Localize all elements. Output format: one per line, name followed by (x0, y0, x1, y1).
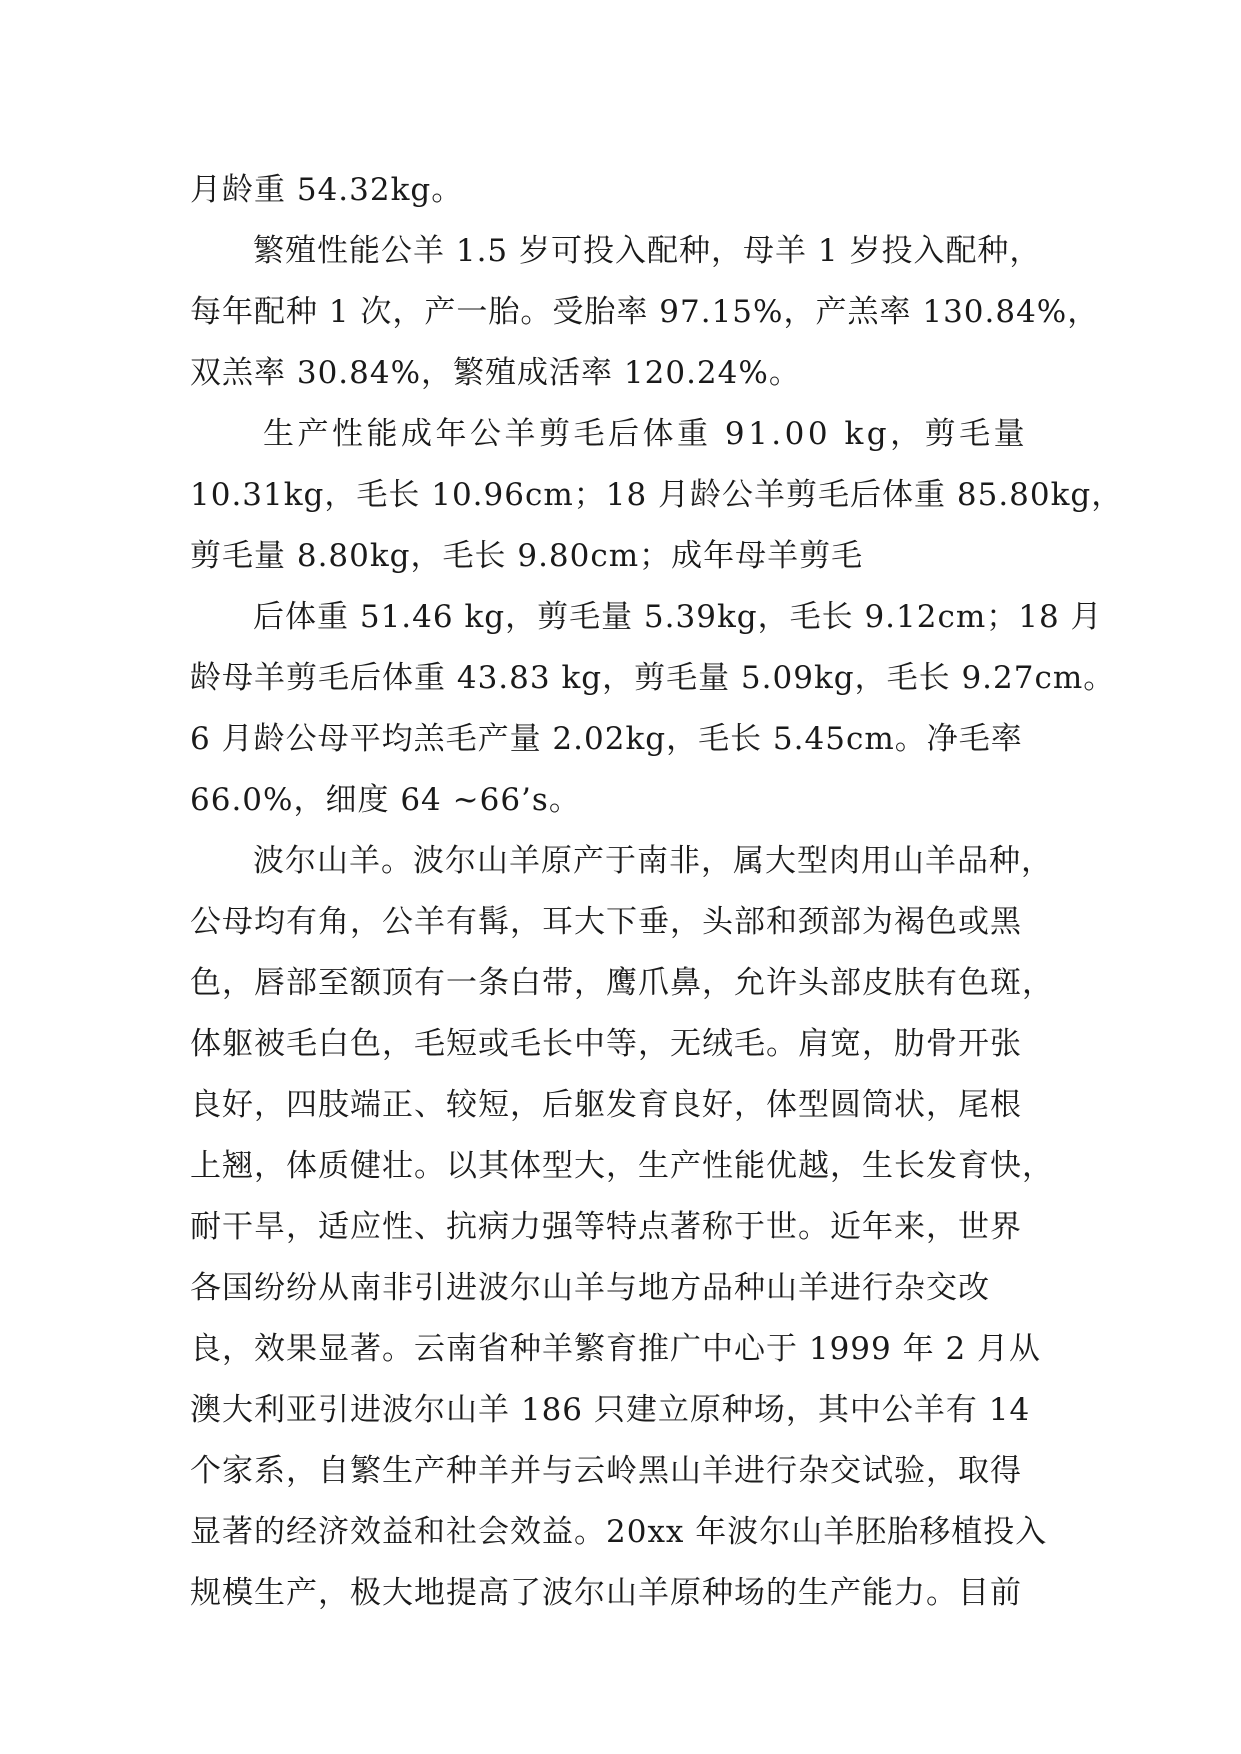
paragraph-start-line: 生产性能成年公羊剪毛后体重 91.00 kg，剪毛量 (263, 416, 1029, 452)
text-line: 6 月龄公母平均羔毛产量 2.02kg，毛长 5.45cm。净毛率 (190, 721, 1023, 757)
text-line: 体躯被毛白色，毛短或毛长中等，无绒毛。肩宽，肋骨开张 (190, 1026, 1022, 1062)
text-line: 澳大利亚引进波尔山羊 186 只建立原种场，其中公羊有 14 (190, 1392, 1031, 1428)
text-line: 各国纷纷从南非引进波尔山羊与地方品种山羊进行杂交改 (190, 1270, 990, 1306)
text-line: 个家系，自繁生产种羊并与云岭黑山羊进行杂交试验，取得 (190, 1453, 1022, 1489)
text-line: 每年配种 1 次，产一胎。受胎率 97.15%，产羔率 130.84%， (190, 294, 1100, 330)
text-line: 龄母羊剪毛后体重 43.83 kg，剪毛量 5.09kg，毛长 9.27cm。 (190, 660, 1116, 696)
text-line: 双羔率 30.84%，繁殖成活率 120.24%。 (190, 355, 801, 391)
text-line: 耐干旱，适应性、抗病力强等特点著称于世。近年来，世界 (190, 1209, 1022, 1245)
text-line: 良，效果显著。云南省种羊繁育推广中心于 1999 年 2 月从 (190, 1331, 1042, 1367)
paragraph-start-line: 繁殖性能公羊 1.5 岁可投入配种，母羊 1 岁投入配种， (253, 233, 1042, 269)
text-line: 66.0%，细度 64 ~66’s。 (190, 782, 581, 818)
text-line: 规模生产，极大地提高了波尔山羊原种场的生产能力。目前 (190, 1575, 1022, 1611)
text-line: 公母均有角，公羊有髯，耳大下垂，头部和颈部为褐色或黑 (190, 904, 1022, 940)
text-line: 上翘，体质健壮。以其体型大，生产性能优越，生长发育快， (190, 1148, 1054, 1184)
paragraph-start-line: 波尔山羊。波尔山羊原产于南非，属大型肉用山羊品种， (253, 843, 1053, 879)
text-line: 10.31kg，毛长 10.96cm；18 月龄公羊剪毛后体重 85.80kg， (190, 477, 1124, 513)
text-line: 剪毛量 8.80kg，毛长 9.80cm；成年母羊剪毛 (190, 538, 864, 574)
body-text (190, 160, 1124, 1624)
text-line: 良好，四肢端正、较短，后躯发育良好，体型圆筒状，尾根 (190, 1087, 1022, 1123)
text-line: 月龄重 54.32kg。 (190, 172, 464, 208)
text-line: 显著的经济效益和社会效益。20xx 年波尔山羊胚胎移植投入 (190, 1514, 1048, 1550)
text-line: 色，唇部至额顶有一条白带，鹰爪鼻，允许头部皮肤有色斑， (190, 965, 1054, 1001)
paragraph-start-line: 后体重 51.46 kg，剪毛量 5.39kg，毛长 9.12cm；18 月 (253, 599, 1103, 635)
